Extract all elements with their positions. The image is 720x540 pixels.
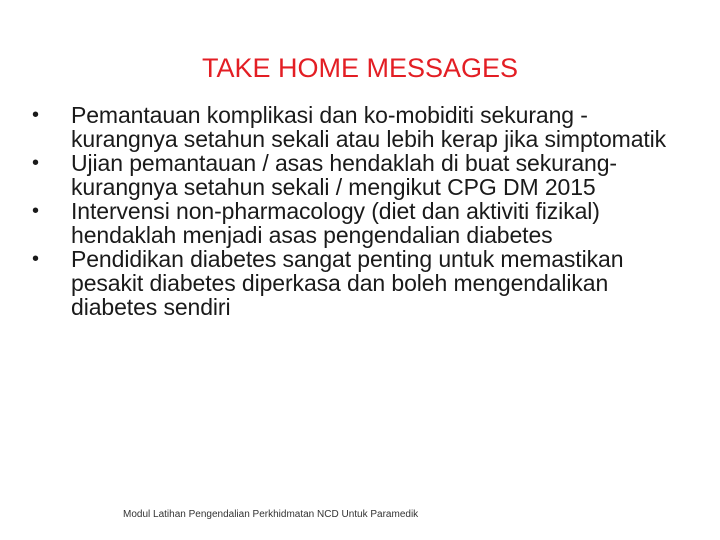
bullet-icon: • <box>32 152 39 174</box>
bullet-icon: • <box>32 104 39 126</box>
bullet-text: Pendidikan diabetes sangat penting untuk memastikan pesakit diabetes diperkasa dan boleh mengendalikan diabetes sendiri <box>71 246 624 320</box>
bullet-icon: • <box>32 248 39 270</box>
bullet-item <box>32 247 692 319</box>
bullet-item <box>32 199 692 247</box>
bullet-item <box>32 103 692 151</box>
bullet-icon: • <box>32 200 39 222</box>
slide-title: TAKE HOME MESSAGES <box>201 53 519 83</box>
bullet-text: Ujian pemantauan / asas hendaklah di buat sekurang-kurangnya setahun sekali / mengikut CPG DM 2015 <box>71 150 617 200</box>
bullet-text: Intervensi non-pharmacology (diet dan aktiviti fizikal) hendaklah menjadi asas pengendalian diabetes <box>71 198 600 248</box>
bullet-text: Pemantauan komplikasi dan ko-mobiditi sekurang -kurangnya setahun sekali atau lebih kerap jika simptomatik <box>71 102 667 152</box>
bullet-item <box>32 151 692 199</box>
bullet-list <box>32 103 692 319</box>
slide-footer: Modul Latihan Pengendalian Perkhidmatan NCD Untuk Paramedik <box>123 509 419 520</box>
